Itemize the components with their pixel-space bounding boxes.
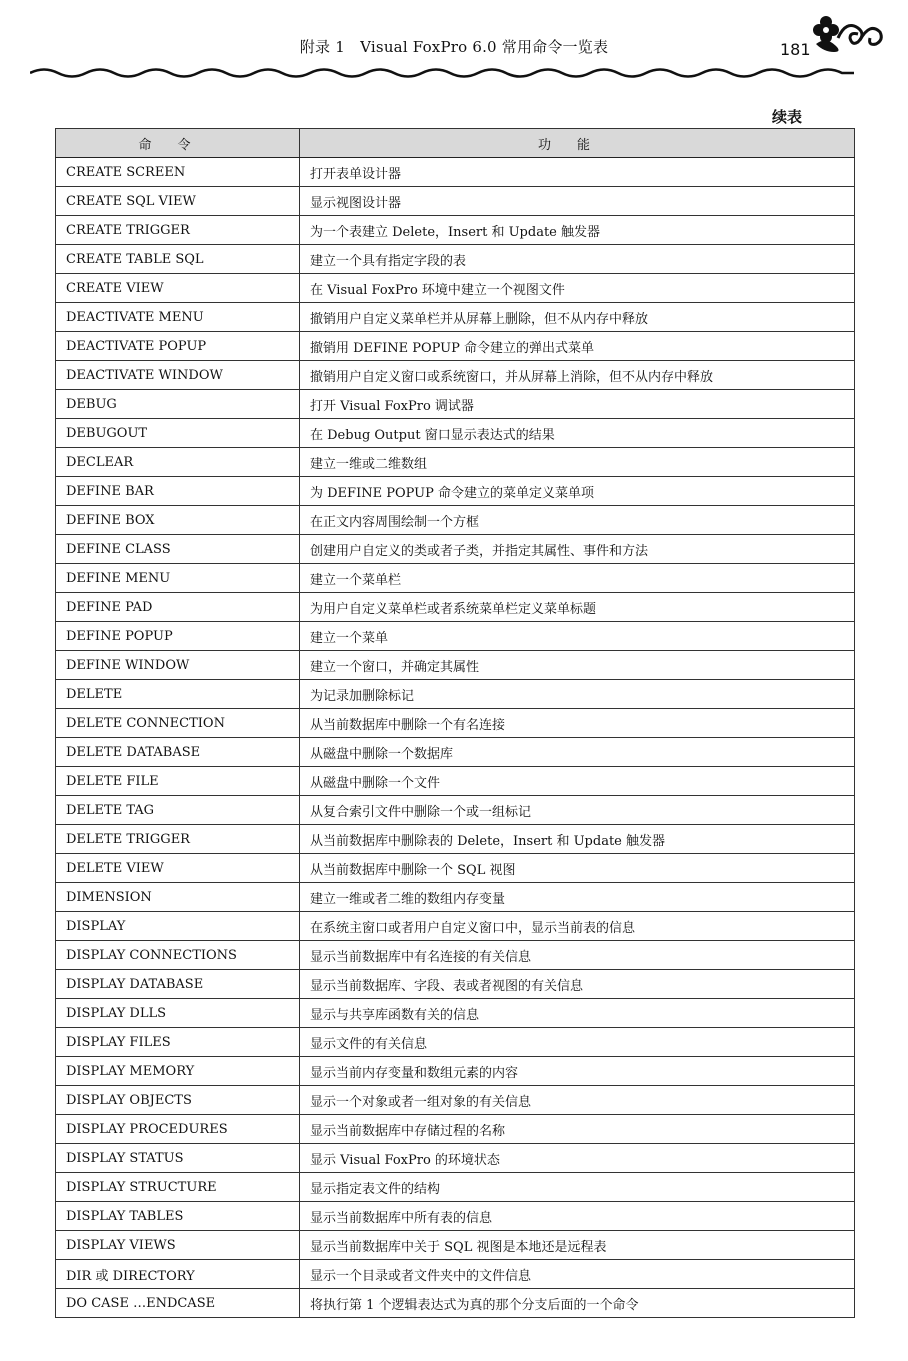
function-cell: 从当前数据库中删除一个有名连接 — [300, 709, 855, 738]
function-cell: 显示当前内存变量和数组元素的内容 — [300, 1057, 855, 1086]
command-cell: DEFINE BAR — [56, 477, 300, 506]
command-cell: DISPLAY DLLS — [56, 999, 300, 1028]
table-row — [56, 1202, 855, 1231]
function-cell: 建立一个菜单栏 — [300, 564, 855, 593]
function-cell: 显示一个目录或者文件夹中的文件信息 — [300, 1260, 855, 1289]
command-cell: CREATE SCREEN — [56, 158, 300, 187]
command-cell: DELETE VIEW — [56, 854, 300, 883]
command-cell: DISPLAY CONNECTIONS — [56, 941, 300, 970]
function-cell: 显示当前数据库中存储过程的名称 — [300, 1115, 855, 1144]
function-cell: 撤销用户自定义窗口或系统窗口，并从屏幕上消除，但不从内存中释放 — [300, 361, 855, 390]
table-row — [56, 1173, 855, 1202]
function-cell: 显示当前数据库、字段、表或者视图的有关信息 — [300, 970, 855, 999]
function-cell: 建立一维或二维数组 — [300, 448, 855, 477]
table-row — [56, 912, 855, 941]
command-cell: DEFINE MENU — [56, 564, 300, 593]
command-cell: DIR 或 DIRECTORY — [56, 1260, 300, 1289]
function-cell: 显示与共享库函数有关的信息 — [300, 999, 855, 1028]
column-header-command: 命令 — [56, 129, 300, 158]
page-number: 181 — [780, 40, 811, 59]
table-row — [56, 883, 855, 912]
function-cell: 显示当前数据库中关于 SQL 视图是本地还是远程表 — [300, 1231, 855, 1260]
table-row — [56, 709, 855, 738]
table-row — [56, 970, 855, 999]
table-row — [56, 361, 855, 390]
column-header-function: 功能 — [300, 129, 855, 158]
function-cell: 从复合索引文件中删除一个或一组标记 — [300, 796, 855, 825]
function-cell: 在 Visual FoxPro 环境中建立一个视图文件 — [300, 274, 855, 303]
table-row — [56, 1028, 855, 1057]
command-cell: DISPLAY VIEWS — [56, 1231, 300, 1260]
command-cell: DISPLAY MEMORY — [56, 1057, 300, 1086]
table-row — [56, 158, 855, 187]
function-cell: 从当前数据库中删除一个 SQL 视图 — [300, 854, 855, 883]
table-row — [56, 419, 855, 448]
function-cell: 将执行第 1 个逻辑表达式为真的那个分支后面的一个命令 — [300, 1289, 855, 1318]
command-cell: CREATE VIEW — [56, 274, 300, 303]
function-cell: 从磁盘中删除一个文件 — [300, 767, 855, 796]
table-row — [56, 245, 855, 274]
command-cell: DIMENSION — [56, 883, 300, 912]
command-cell: DEBUGOUT — [56, 419, 300, 448]
command-cell: DEFINE POPUP — [56, 622, 300, 651]
command-cell: DISPLAY STATUS — [56, 1144, 300, 1173]
command-cell: CREATE TRIGGER — [56, 216, 300, 245]
table-row — [56, 941, 855, 970]
command-cell: DO CASE …ENDCASE — [56, 1289, 300, 1318]
command-cell: DISPLAY TABLES — [56, 1202, 300, 1231]
table-row — [56, 680, 855, 709]
function-cell: 在系统主窗口或者用户自定义窗口中，显示当前表的信息 — [300, 912, 855, 941]
table-row — [56, 1057, 855, 1086]
function-cell: 创建用户自定义的类或者子类，并指定其属性、事件和方法 — [300, 535, 855, 564]
function-cell: 显示当前数据库中有名连接的有关信息 — [300, 941, 855, 970]
command-cell: DELETE — [56, 680, 300, 709]
command-cell: DISPLAY STRUCTURE — [56, 1173, 300, 1202]
function-cell: 打开表单设计器 — [300, 158, 855, 187]
function-cell: 从当前数据库中删除表的 Delete，Insert 和 Update 触发器 — [300, 825, 855, 854]
command-cell: DELETE CONNECTION — [56, 709, 300, 738]
function-cell: 显示指定表文件的结构 — [300, 1173, 855, 1202]
function-cell: 从磁盘中删除一个数据库 — [300, 738, 855, 767]
table-row — [56, 477, 855, 506]
table-row — [56, 1231, 855, 1260]
command-cell: DEACTIVATE POPUP — [56, 332, 300, 361]
command-cell: DEACTIVATE MENU — [56, 303, 300, 332]
function-cell: 为记录加删除标记 — [300, 680, 855, 709]
table-row — [56, 767, 855, 796]
table-row — [56, 535, 855, 564]
command-cell: DECLEAR — [56, 448, 300, 477]
table-row — [56, 187, 855, 216]
command-cell: DELETE TRIGGER — [56, 825, 300, 854]
table-row — [56, 622, 855, 651]
command-cell: DISPLAY OBJECTS — [56, 1086, 300, 1115]
table-row — [56, 216, 855, 245]
function-cell: 显示当前数据库中所有表的信息 — [300, 1202, 855, 1231]
command-table — [55, 128, 855, 1318]
command-cell: DELETE FILE — [56, 767, 300, 796]
function-cell: 建立一个菜单 — [300, 622, 855, 651]
command-cell: CREATE TABLE SQL — [56, 245, 300, 274]
function-cell: 打开 Visual FoxPro 调试器 — [300, 390, 855, 419]
function-cell: 为 DEFINE POPUP 命令建立的菜单定义菜单项 — [300, 477, 855, 506]
function-cell: 显示一个对象或者一组对象的有关信息 — [300, 1086, 855, 1115]
table-row — [56, 1289, 855, 1318]
table-header-row — [56, 129, 855, 158]
command-cell: DEACTIVATE WINDOW — [56, 361, 300, 390]
function-cell: 撤销用户自定义菜单栏并从屏幕上删除，但不从内存中释放 — [300, 303, 855, 332]
table-row — [56, 796, 855, 825]
command-cell: DELETE DATABASE — [56, 738, 300, 767]
function-cell: 建立一个窗口，并确定其属性 — [300, 651, 855, 680]
function-cell: 建立一个具有指定字段的表 — [300, 245, 855, 274]
command-cell: DISPLAY DATABASE — [56, 970, 300, 999]
function-cell: 显示 Visual FoxPro 的环境状态 — [300, 1144, 855, 1173]
table-body — [56, 158, 855, 1318]
table-row — [56, 303, 855, 332]
table-row — [56, 825, 855, 854]
table-row — [56, 651, 855, 680]
table-row — [56, 854, 855, 883]
continued-label: 续表 — [772, 108, 803, 126]
command-cell: DISPLAY PROCEDURES — [56, 1115, 300, 1144]
command-cell: DEFINE PAD — [56, 593, 300, 622]
function-cell: 显示视图设计器 — [300, 187, 855, 216]
function-cell: 显示文件的有关信息 — [300, 1028, 855, 1057]
table-row — [56, 593, 855, 622]
command-cell: DEFINE BOX — [56, 506, 300, 535]
table-row — [56, 564, 855, 593]
table-row — [56, 390, 855, 419]
command-cell: DEFINE WINDOW — [56, 651, 300, 680]
table-row — [56, 274, 855, 303]
table-row — [56, 999, 855, 1028]
table-row — [56, 1144, 855, 1173]
function-cell: 为一个表建立 Delete，Insert 和 Update 触发器 — [300, 216, 855, 245]
table-row — [56, 332, 855, 361]
table-row — [56, 448, 855, 477]
command-cell: DEFINE CLASS — [56, 535, 300, 564]
table-row — [56, 1115, 855, 1144]
function-cell: 建立一维或者二维的数组内存变量 — [300, 883, 855, 912]
function-cell: 为用户自定义菜单栏或者系统菜单栏定义菜单标题 — [300, 593, 855, 622]
table-row — [56, 1260, 855, 1289]
command-cell: CREATE SQL VIEW — [56, 187, 300, 216]
table-row — [56, 738, 855, 767]
wavy-rule — [30, 64, 854, 80]
table-row — [56, 506, 855, 535]
command-cell: DISPLAY FILES — [56, 1028, 300, 1057]
function-cell: 撤销用 DEFINE POPUP 命令建立的弹出式菜单 — [300, 332, 855, 361]
header-title: 附录 1 Visual FoxPro 6.0 常用命令一览表 — [299, 38, 609, 56]
command-cell: DISPLAY — [56, 912, 300, 941]
function-cell: 在 Debug Output 窗口显示表达式的结果 — [300, 419, 855, 448]
command-cell: DEBUG — [56, 390, 300, 419]
command-cell: DELETE TAG — [56, 796, 300, 825]
flower-icon — [812, 14, 884, 54]
table-row — [56, 1086, 855, 1115]
function-cell: 在正文内容周围绘制一个方框 — [300, 506, 855, 535]
